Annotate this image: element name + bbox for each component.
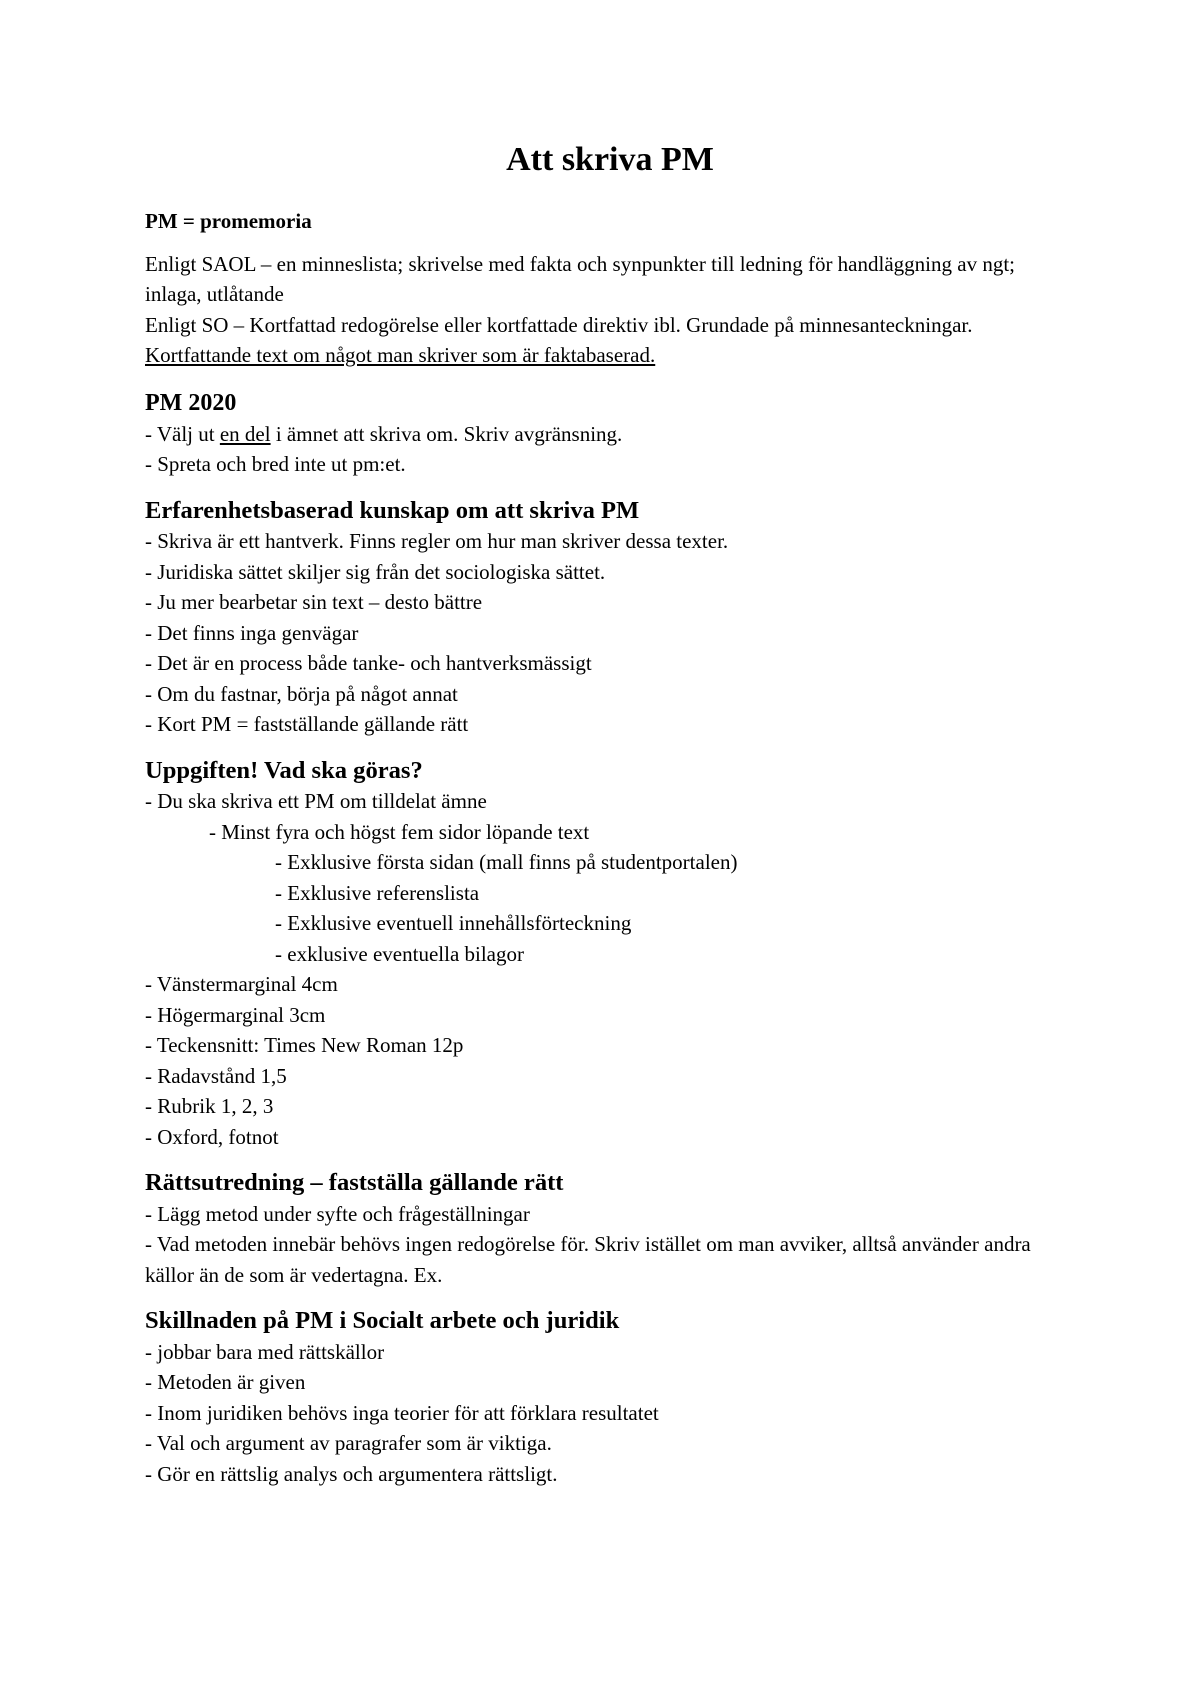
experience-item: - Juridiska sättet skiljer sig från det sociologiska sättet. bbox=[145, 559, 606, 584]
definition-so: Enligt SO – Kortfattad redogörelse eller kortfattade direktiv ibl. Grundade på minnesanteckningar. bbox=[145, 312, 973, 337]
pm2020-line-1-suffix: i ämnet att skriva om. Skriv avgränsning. bbox=[270, 421, 623, 446]
summary-underlined-text: Kortfattande text om något man skriver som är faktabaserad. bbox=[145, 343, 656, 367]
task-sub-item: - Exklusive eventuell innehållsförteckning bbox=[275, 911, 632, 935]
legal-item: - Lägg metod under syfte och frågeställningar bbox=[145, 1201, 530, 1226]
difference-item: - Val och argument av paragrafer som är viktiga. bbox=[145, 1431, 552, 1455]
difference-item: - Inom juridiken behövs inga teorier för att förklara resultatet bbox=[145, 1400, 659, 1425]
task-sub-item: - exklusive eventuella bilagor bbox=[275, 941, 524, 966]
difference-item: - Metoden är given bbox=[145, 1370, 306, 1394]
difference-item: - jobbar bara med rättskällor bbox=[145, 1339, 385, 1364]
task-item-main: - Du ska skriva ett PM om tilldelat ämne bbox=[145, 789, 487, 813]
subtitle-promemoria: PM = promemoria bbox=[145, 209, 312, 233]
legal-item: - Vad metoden innebär behövs ingen redogörelse för. Skriv istället om man avviker, alltså använder andra källor än de som är vedertagna. Ex. bbox=[145, 1232, 1031, 1287]
pm2020-line-1 bbox=[145, 419, 1075, 450]
task-format-item: - Högermarginal 3cm bbox=[145, 1002, 326, 1027]
difference-item: - Gör en rättslig analys och argumentera rättsligt. bbox=[145, 1461, 558, 1486]
task-format-item: - Oxford, fotnot bbox=[145, 1124, 279, 1149]
task-sub-item: - Exklusive referenslista bbox=[275, 880, 480, 905]
task-sub-item: - Exklusive första sidan (mall finns på studentportalen) bbox=[275, 850, 738, 874]
task-format-item: - Vänstermarginal 4cm bbox=[145, 972, 338, 996]
pm2020-line-2: - Spreta och bred inte ut pm:et. bbox=[145, 452, 406, 476]
summary-underlined bbox=[145, 340, 1075, 371]
experience-item: - Det är en process både tanke- och hantverksmässigt bbox=[145, 651, 592, 675]
experience-item: - Om du fastnar, börja på något annat bbox=[145, 681, 458, 706]
pm2020-line-1-underlined: en del bbox=[219, 421, 271, 446]
pm2020-line-1-prefix: - Välj ut bbox=[145, 421, 220, 446]
heading-difference: Skillnaden på PM i Socialt arbete och juridik bbox=[145, 1307, 620, 1334]
document-content bbox=[145, 140, 1075, 1489]
task-format-item: - Teckensnitt: Times New Roman 12p bbox=[145, 1033, 464, 1057]
heading-experience: Erfarenhetsbaserad kunskap om att skriva PM bbox=[145, 496, 640, 524]
heading-pm2020: PM 2020 bbox=[145, 389, 237, 416]
experience-item: - Kort PM = fastställande gällande rätt bbox=[145, 712, 469, 736]
experience-item: - Ju mer bearbetar sin text – desto bättre bbox=[145, 590, 483, 614]
experience-item: - Det finns inga genvägar bbox=[145, 620, 359, 645]
heading-task: Uppgiften! Vad ska göras? bbox=[145, 756, 423, 784]
task-format-item: - Radavstånd 1,5 bbox=[145, 1063, 287, 1088]
task-format-item: - Rubrik 1, 2, 3 bbox=[145, 1094, 274, 1118]
heading-legal: Rättsutredning – fastställa gällande rätt bbox=[145, 1169, 564, 1196]
task-item-sub: - Minst fyra och högst fem sidor löpande text bbox=[209, 819, 590, 844]
experience-item: - Skriva är ett hantverk. Finns regler om hur man skriver dessa texter. bbox=[145, 529, 729, 553]
definition-saol: Enligt SAOL – en minneslista; skrivelse med fakta och synpunkter till ledning för handläggning av ngt; inlaga, utlåtande bbox=[145, 251, 1015, 306]
document-title: Att skriva PM bbox=[506, 141, 714, 178]
